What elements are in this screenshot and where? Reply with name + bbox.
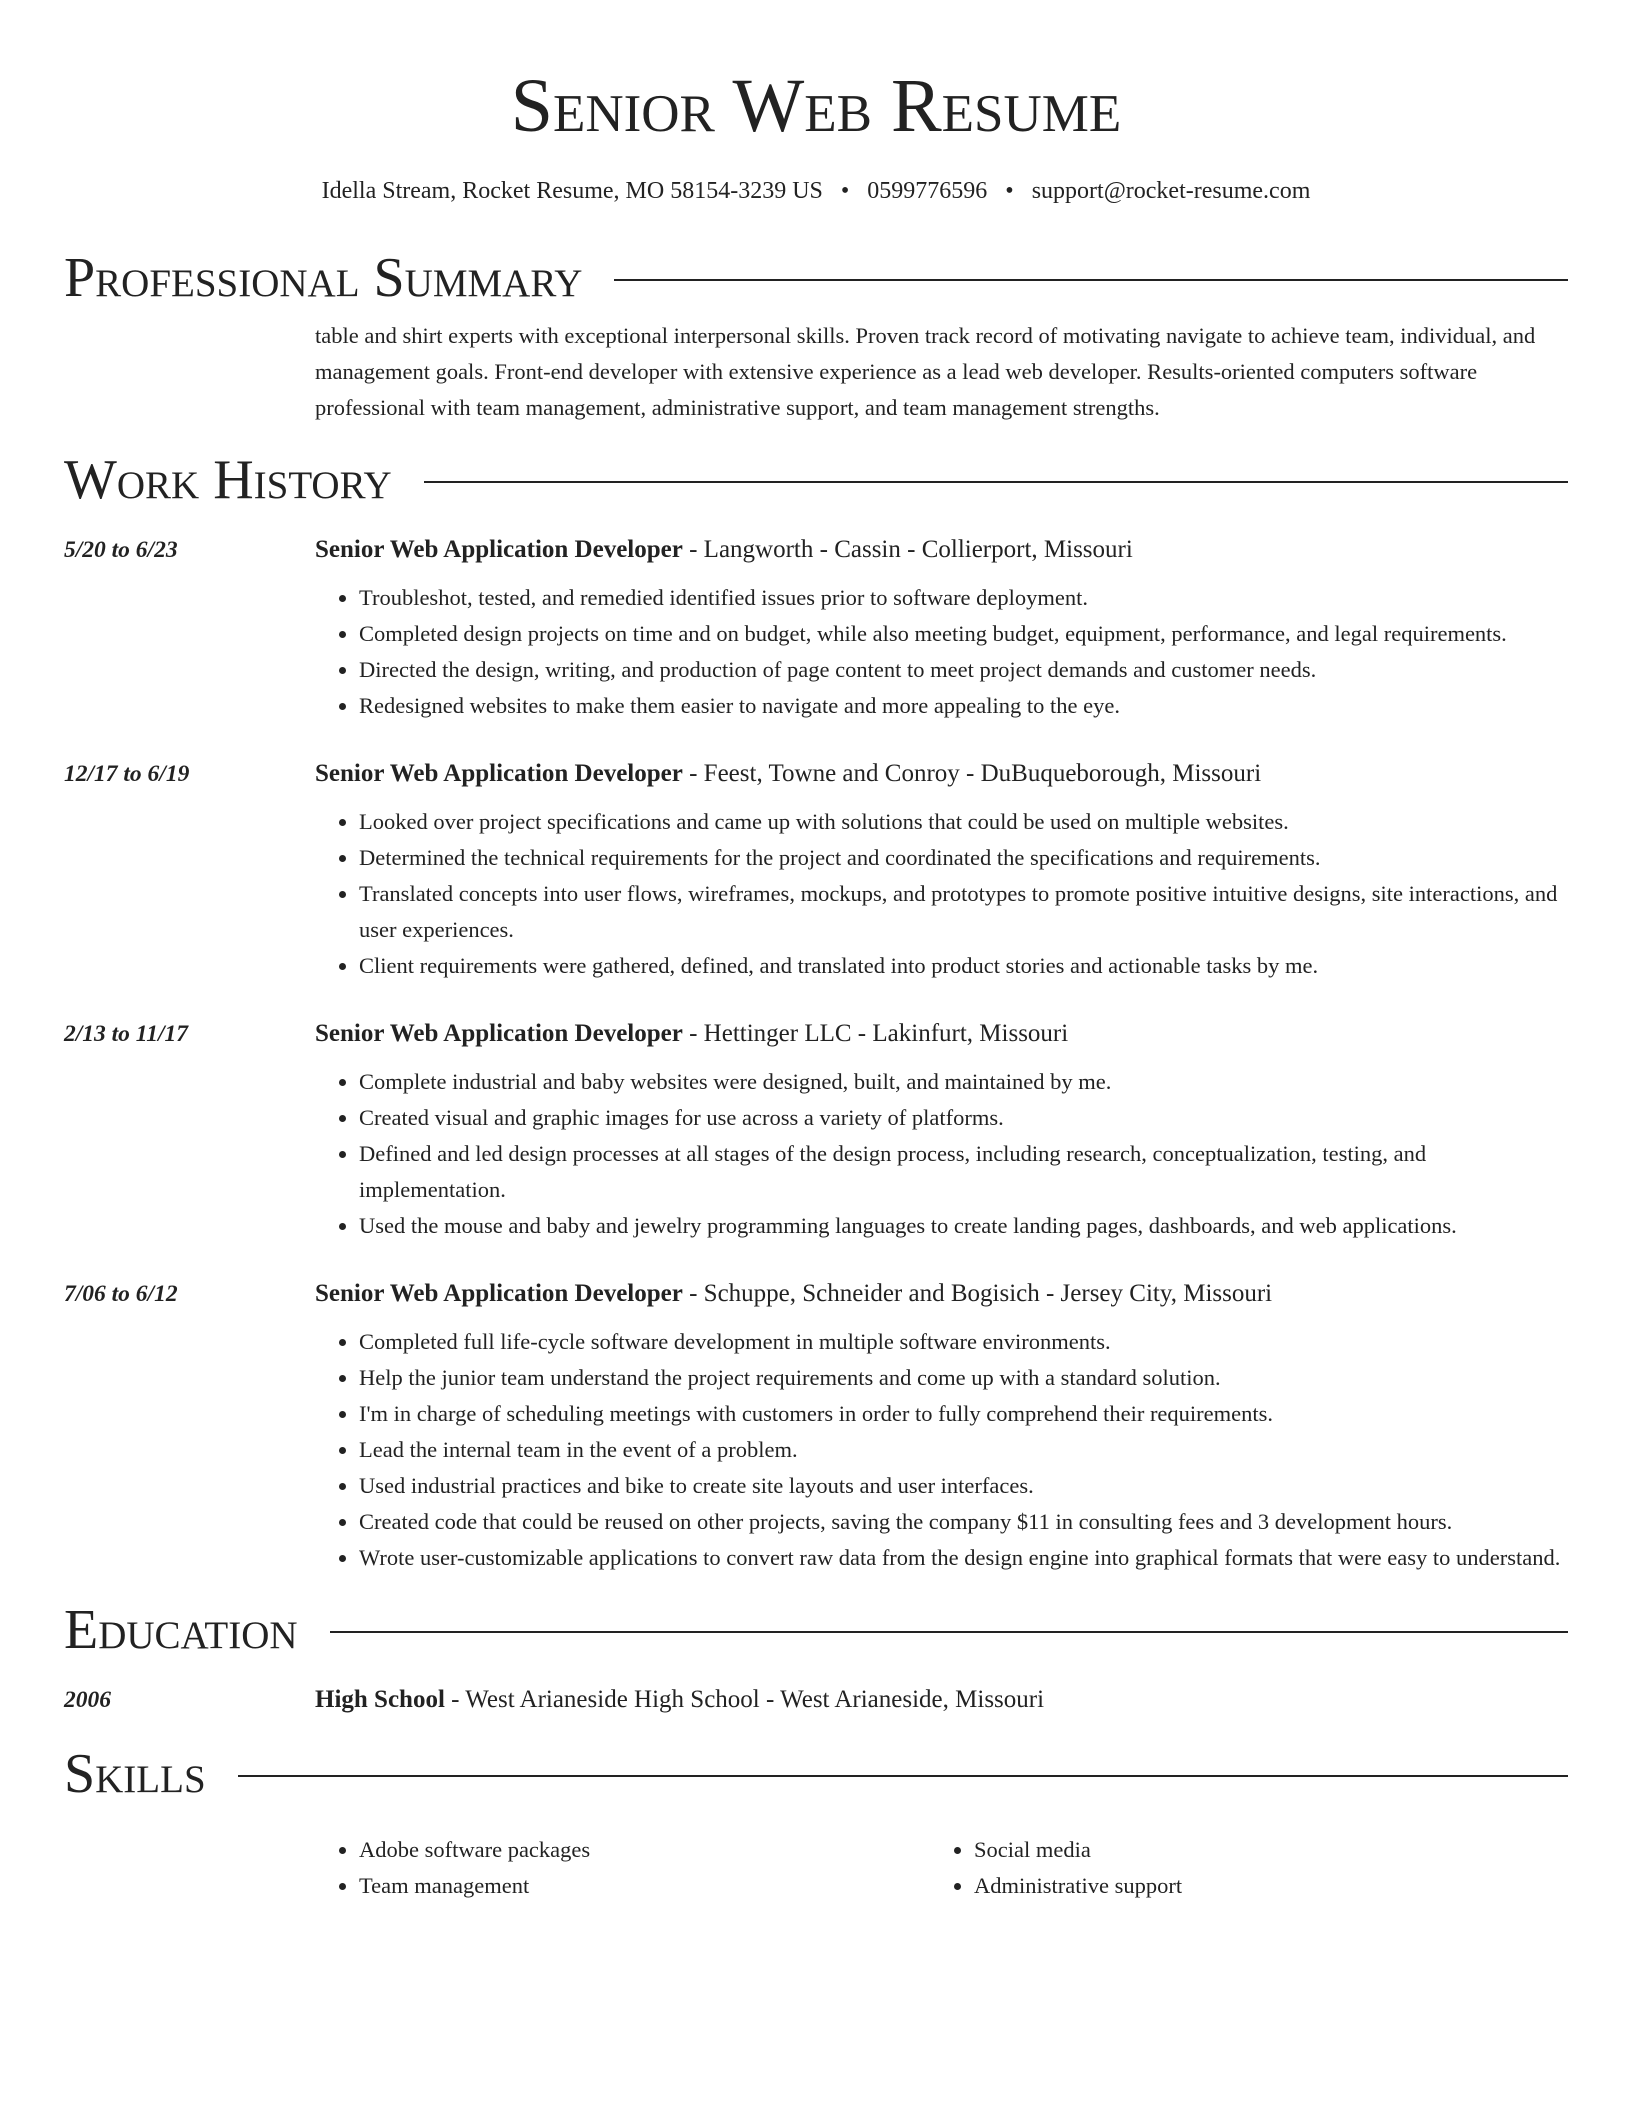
education-heading-line [315,1680,1568,1720]
summary-heading: Professional Summary [64,247,583,309]
skills-column-right [930,1832,1545,1904]
education-heading: Education [64,1599,298,1661]
education-entry [64,1680,1568,1720]
list-item: • Social media [974,1832,1545,1868]
list-item: • Adobe software packages [359,1832,930,1868]
job-dates: 12/17 to 6/19 [64,761,190,787]
job-entry [64,1014,1568,1244]
job-details: - Schuppe, Schneider and Bogisich - Jersey City, Missouri [682,1280,1273,1307]
job-heading [315,754,1568,794]
resume-page [64,0,1568,1904]
contact-line [64,174,1568,208]
list-item: • Client requirements were gathered, defined, and translated into product stories and actionable tasks by me. [359,948,1568,984]
list-item: • Translated concepts into user flows, wireframes, mockups, and prototypes to promote positive intuitive designs, site interactions, and user experiences. [359,876,1568,948]
job-title: Senior Web Application Developer [315,760,683,787]
list-item: • Used industrial practices and bike to create site layouts and user interfaces. [359,1468,1568,1504]
job-entry [64,1274,1568,1576]
list-item: • Created code that could be reused on other projects, saving the company $11 in consulting fees and 3 development hours. [359,1504,1568,1540]
list-item: • Complete industrial and baby websites were designed, built, and maintained by me. [359,1064,1568,1100]
job-details: - Feest, Towne and Conroy - DuBuqueborough, Missouri [682,760,1262,787]
job-bullets [315,1064,1568,1244]
work-heading: Work History [64,449,392,511]
list-item: • Created visual and graphic images for use across a variety of platforms. [359,1100,1568,1136]
work-section-header [64,448,1568,512]
list-item: • Wrote user-customizable applications to convert raw data from the design engine into graphical formats that were easy to understand. [359,1540,1568,1576]
skills-list [315,1832,1568,1904]
summary-text: table and shirt experts with exceptional interpersonal skills. Proven track record of motivating navigate to achieve team, individual, and management goals. Front-end developer with extensive experience as a lead web developer. Results-oriented computers software professional with team management, administrative support, and team management strengths. [315,323,1536,420]
skills-section-header [64,1742,1568,1806]
job-entry [64,754,1568,984]
contact-address: Idella Stream, Rocket Resume, MO 58154-3239 US [321,178,823,204]
job-heading [315,1014,1568,1054]
skills-column-left [315,1832,930,1904]
education-degree: High School [315,1686,445,1713]
list-item: • Completed full life-cycle software development in multiple software environments. [359,1324,1568,1360]
list-item: • Administrative support [974,1868,1545,1904]
job-details: - Langworth - Cassin - Collierport, Missouri [682,536,1133,563]
job-dates: 7/06 to 6/12 [64,1281,178,1307]
job-title: Senior Web Application Developer [315,1020,683,1047]
job-bullets [315,804,1568,984]
job-title: Senior Web Application Developer [315,536,683,563]
job-bullets [315,1324,1568,1576]
resume-title: Senior Web Resume [510,64,1122,148]
education-section-header [64,1598,1568,1662]
section-divider [424,481,1568,483]
contact-separator: • [1005,178,1014,204]
list-item: • Troubleshot, tested, and remedied identified issues prior to software deployment. [359,580,1568,616]
list-item: • Defined and led design processes at all stages of the design process, including research, conceptualization, testing, and implementation. [359,1136,1568,1208]
list-item: • Lead the internal team in the event of a problem. [359,1432,1568,1468]
list-item: • Directed the design, writing, and production of page content to meet project demands and customer needs. [359,652,1568,688]
list-item: • Looked over project specifications and came up with solutions that could be used on multiple websites. [359,804,1568,840]
list-item: • Team management [359,1868,930,1904]
contact-phone: 0599776596 [867,178,988,204]
list-item: • Help the junior team understand the project requirements and come up with a standard solution. [359,1360,1568,1396]
job-dates: 2/13 to 11/17 [64,1021,189,1047]
job-heading [315,530,1568,570]
skills-heading: Skills [64,1743,206,1805]
section-divider [614,279,1568,281]
job-dates: 5/20 to 6/23 [64,537,178,563]
section-divider [238,1775,1568,1777]
section-divider [330,1631,1568,1633]
list-item: • Used the mouse and baby and jewelry programming languages to create landing pages, dashboards, and web applications. [359,1208,1568,1244]
education-details: - West Arianeside High School - West Arianeside, Missouri [444,1686,1045,1713]
list-item: • Determined the technical requirements for the project and coordinated the specifications and requirements. [359,840,1568,876]
education-year: 2006 [64,1687,111,1713]
job-entry [64,530,1568,724]
contact-email[interactable]: support@rocket-resume.com [1031,178,1311,204]
job-bullets [315,580,1568,724]
list-item: • Redesigned websites to make them easier to navigate and more appealing to the eye. [359,688,1568,724]
job-details: - Hettinger LLC - Lakinfurt, Missouri [682,1020,1069,1047]
job-heading [315,1274,1568,1314]
job-title: Senior Web Application Developer [315,1280,683,1307]
list-item: • Completed design projects on time and on budget, while also meeting budget, equipment, performance, and legal requirements. [359,616,1568,652]
contact-separator: • [840,178,850,204]
list-item: • I'm in charge of scheduling meetings with customers in order to fully comprehend their requirements. [359,1396,1568,1432]
summary-section-header [64,246,1568,310]
